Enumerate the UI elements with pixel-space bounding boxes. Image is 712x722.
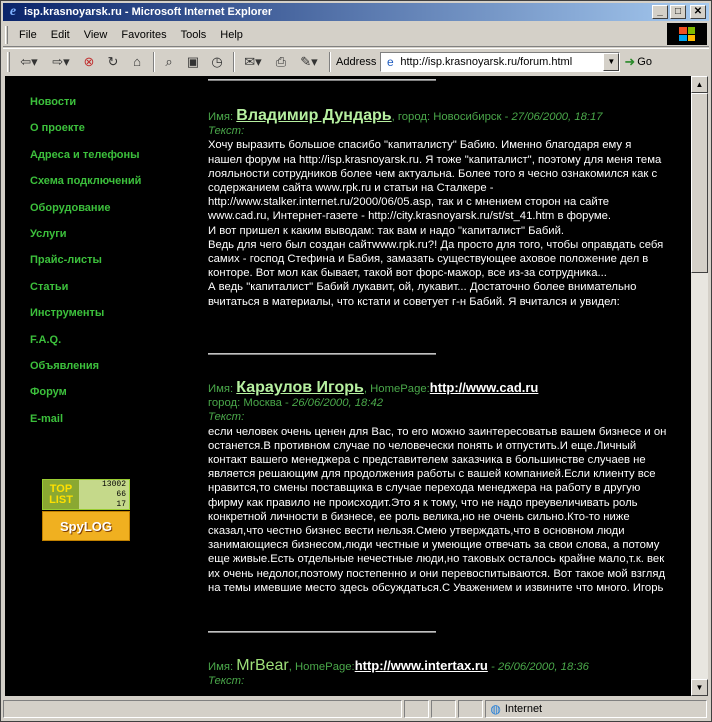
menu-file[interactable]: File — [19, 28, 37, 41]
address-dropdown-icon[interactable]: ▼ — [603, 53, 619, 71]
address-value: http://isp.krasnoyarsk.ru/forum.html — [400, 55, 573, 68]
zone-label: Internet — [504, 703, 543, 715]
favorites-icon: ▣ — [186, 53, 200, 69]
favorites-button[interactable] — [182, 51, 204, 73]
print-icon: ⎙ — [275, 53, 287, 69]
toolbar-separator — [329, 52, 331, 72]
homepage-link[interactable]: http://www.intertax.ru — [354, 658, 488, 673]
menu-grip — [5, 26, 8, 44]
nav-about[interactable]: О проекте — [30, 122, 85, 135]
scroll-thumb[interactable] — [691, 93, 708, 273]
stop-button[interactable] — [78, 51, 100, 73]
status-panel — [458, 700, 483, 718]
go-label: Go — [637, 55, 652, 68]
menu-edit[interactable]: Edit — [50, 28, 70, 41]
toplist-counter[interactable] — [42, 479, 130, 510]
go-button[interactable] — [624, 54, 652, 70]
page-icon: e — [387, 54, 394, 69]
post-date: - 26/06/2000, 18:36 — [487, 661, 589, 673]
windows-logo — [667, 23, 707, 45]
nav-price-lists[interactable]: Прайс-листы — [30, 254, 102, 267]
globe-icon: ◍ — [490, 702, 501, 716]
address-label: Address — [336, 55, 377, 68]
site-nav — [30, 96, 170, 439]
nav-services[interactable]: Услуги — [30, 227, 67, 240]
home-icon: ⌂ — [133, 54, 141, 69]
toplist-numbers: 13002 66 17 — [79, 480, 129, 509]
refresh-icon: ↻ — [107, 53, 119, 69]
home-button[interactable] — [126, 51, 148, 73]
post-divider — [208, 79, 436, 81]
window-title: isp.krasnoyarsk.ru - Microsoft Internet Explorer — [24, 6, 273, 18]
post-divider — [208, 353, 436, 355]
print-button[interactable] — [270, 51, 292, 73]
security-zone — [485, 700, 707, 718]
name-label: Имя: — [208, 111, 234, 123]
author-name[interactable]: Владимир Дундарь — [236, 107, 392, 124]
status-panel — [404, 700, 429, 718]
spylog-counter[interactable]: SpyLOG — [42, 511, 130, 541]
page-viewport — [5, 76, 691, 696]
status-panel — [431, 700, 456, 718]
forum-post — [208, 381, 668, 595]
post-divider — [208, 631, 436, 633]
scroll-down-icon[interactable]: ▼ — [691, 679, 708, 696]
name-label: Имя: — [208, 661, 234, 673]
title-bar[interactable] — [3, 3, 709, 21]
homepage-link[interactable]: http://www.cad.ru — [429, 380, 539, 395]
ie-icon: e — [9, 4, 17, 19]
menu-favorites[interactable]: Favorites — [121, 28, 167, 41]
text-label: Текст: — [208, 411, 245, 424]
post-text: если человек очень ценен для Вас, то его можно заинтересоватьв вашем бизнесе и он останется.В противном случае по человечески понять и отпустить.И еще.Личный контакт вашего менеджера с представителем заказчика в большинстве случаев не является решающим для продолжения работы с вашей компанией.Если клиенту все нравится,то смены поставщика в случае перехода менеджера на работу в другую фирму как правило не происходит.Это я к тому, что не надо преувеличивать роль конкретной личности в бизнесе, ее роль велика,но не очень сильно.Кто-то ниже сказал,что честно бизнес вести нельзя.Смею утверждать,что в основном люди занимающиеся бизнесом,люди честные и умеющие отвечать за свои слова, а потому еще живые.Есть отдельные нечестные люди,но таковых осталось крайне мало,т.к. век их очень недолог,поэтому постепенно и они перевоспитываются. Вот такое мой взгляд на темы имевшие место здесь обсуждаться.С Уважением и извините что много. Игорь — [208, 425, 667, 594]
nav-faq[interactable]: F.A.Q. — [30, 333, 62, 346]
toolbar-separator — [233, 52, 235, 72]
post-text: Хочу выразить большое спасибо "капиталисту" Бабию. Именно благодаря ему я нашел форум на http://isp.krasnoyarsk.ru. Я тоже "капиталист", поэтому для меня тема лояльности сотрудников более чем актуальна. Более того я чесно ознакомился как с содержанием сайта www.rpk.ru и статьи на Сталкере - http://www.stalker.internet.ru/2000/06/05.asp, так и с мнением сторон на сайте www.cad.ru, Интернет-газете - http://city.krasnoyarsk.ru/st/st_41.htm в форуме. И вот пришел к каким выводам: так вам и надо "капиталист" Бабий. Ведь для чего был создан сайтwww.rpk.ru?! Да просто для того, чтобы оправдать себя самих - господ Стефина и Бабия, замазать существующее аховое положение дел в конторе. Вот мол как бывает, такой вот форс-мажор, все из-за сотрудника... А ведь "капиталист" Бабий лукавит, ой, лукавит... Достаточно более внимательно вчитаться в материалы, что кстати и советует г-н Бабий. Я вчитался и увидел: — [208, 139, 664, 308]
forward-arrow-icon: ⇨▾ — [52, 53, 70, 69]
post-date: 27/06/2000, 18:17 — [511, 111, 603, 123]
nav-ads[interactable]: Объявления — [30, 359, 100, 372]
go-arrow-icon: ➜ — [624, 53, 636, 69]
post-meta: город: Москва - — [208, 397, 292, 410]
menu-help[interactable]: Help — [220, 28, 243, 41]
mail-button[interactable] — [238, 51, 268, 73]
homepage-label: , HomePage: — [363, 383, 430, 395]
history-icon: ◷ — [211, 53, 223, 69]
toolbar-grip — [7, 52, 10, 72]
nav-forum[interactable]: Форум — [30, 386, 67, 399]
vertical-scrollbar[interactable] — [691, 76, 708, 696]
address-input[interactable] — [380, 52, 620, 72]
search-button[interactable] — [158, 51, 180, 73]
forum-post — [208, 109, 668, 309]
nav-articles[interactable]: Статьи — [30, 280, 69, 293]
maximize-button[interactable]: □ — [670, 5, 686, 19]
toplist-logo: TOP LIST — [43, 480, 79, 509]
post-meta: , город: Новосибирск - — [391, 111, 512, 123]
nav-connection-scheme[interactable]: Схема подключений — [30, 175, 142, 188]
menu-bar — [3, 23, 709, 47]
status-message — [3, 700, 402, 718]
windows-flag-icon — [679, 27, 695, 41]
text-label: Текст: — [208, 675, 245, 688]
status-bar — [3, 699, 709, 719]
menu-tools[interactable]: Tools — [180, 28, 207, 41]
homepage-label: , HomePage: — [288, 661, 355, 673]
edit-button[interactable] — [294, 51, 324, 73]
nav-equipment[interactable]: Оборудование — [30, 201, 111, 214]
back-arrow-icon: ⇦▾ — [20, 53, 38, 69]
nav-email[interactable]: E-mail — [30, 412, 64, 425]
forward-button[interactable] — [46, 51, 76, 73]
toolbar — [3, 48, 709, 74]
edit-icon: ✎▾ — [300, 53, 318, 69]
author-name[interactable]: Караулов Игорь — [236, 379, 364, 396]
menu-view[interactable]: View — [83, 28, 108, 41]
mail-icon: ✉▾ — [244, 53, 262, 69]
search-icon: ⌕ — [165, 53, 173, 69]
nav-news[interactable]: Новости — [30, 96, 77, 108]
stop-icon: ⊗ — [83, 53, 95, 69]
minimize-button[interactable]: _ — [652, 5, 668, 19]
close-button[interactable]: ✕ — [690, 5, 706, 19]
toolbar-separator — [153, 52, 155, 72]
author-name[interactable]: MrBear — [236, 657, 289, 674]
name-label: Имя: — [208, 383, 234, 395]
back-button[interactable] — [14, 51, 44, 73]
text-label: Текст: — [208, 125, 245, 138]
forum-post — [208, 659, 668, 688]
post-date: 26/06/2000, 18:42 — [291, 397, 384, 410]
nav-tools[interactable]: Инструменты — [30, 307, 105, 320]
history-button[interactable] — [206, 51, 228, 73]
nav-addresses[interactable]: Адреса и телефоны — [30, 148, 140, 161]
scroll-up-icon[interactable]: ▲ — [691, 76, 708, 93]
refresh-button[interactable] — [102, 51, 124, 73]
